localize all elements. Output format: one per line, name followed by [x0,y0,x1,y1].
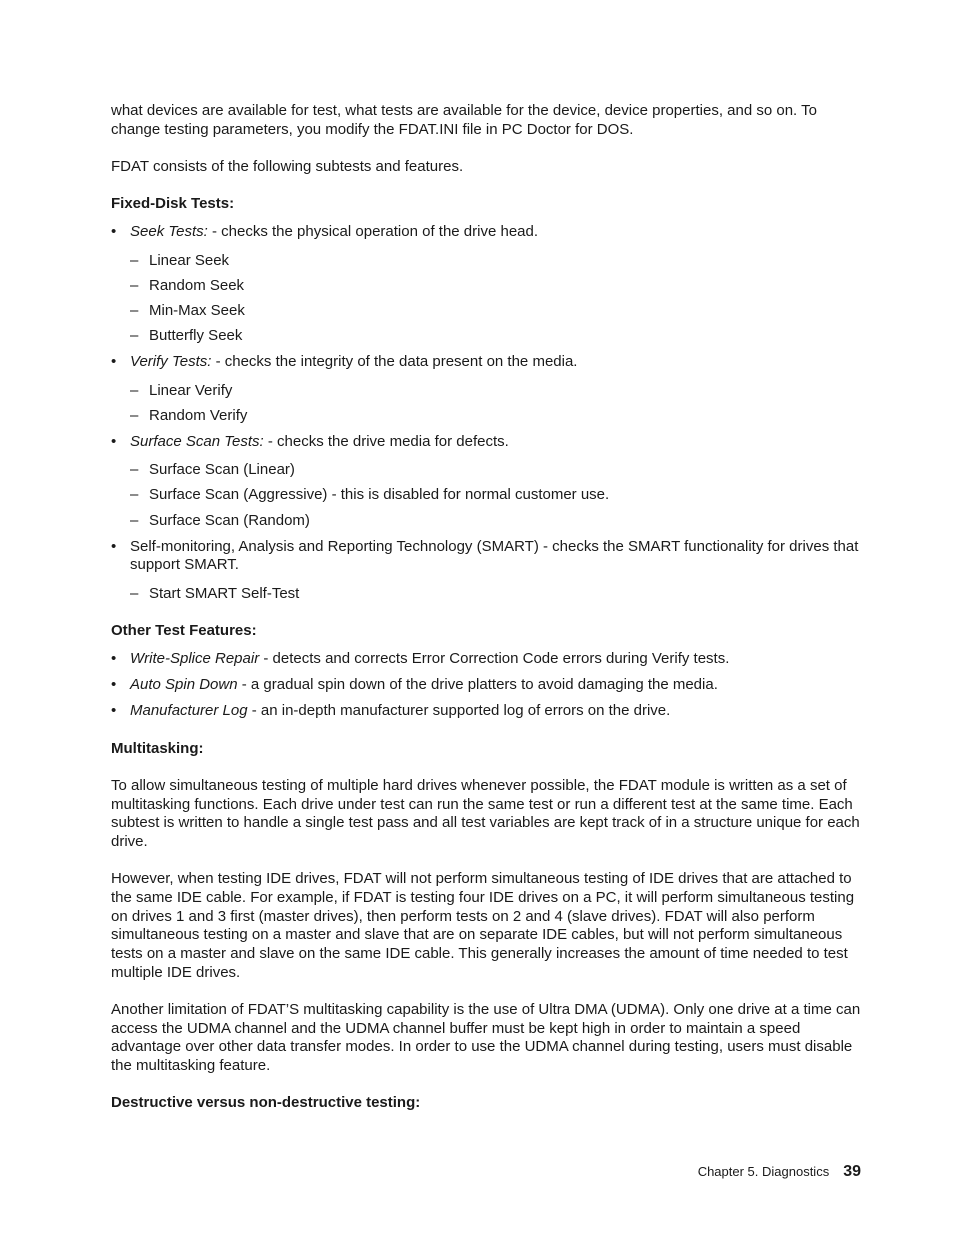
multitasking-paragraph-2: However, when testing IDE drives, FDAT will not perform simultaneous testing of IDE drives that are attached to the same IDE cable. For example, if FDAT is testing four IDE drives on a PC, it will perform simultaneous testing on drives 1 and 3 first (master drives), then perform tests on 2 and 4 (slave drives). FDAT will also perform simultaneous testing on a master and slave that are on separate IDE cables, but will not perform simultaneous tests on a master and slave on the same IDE cable. This generally increases the amount of time needed to test multiple IDE drives. [111,870,855,981]
bullet-marker: • [111,537,117,555]
dash-marker: – [130,251,139,269]
page-footer [698,1163,861,1182]
list-item [111,650,866,669]
feature-desc: - a gradual spin down of the drive platters to avoid damaging the media. [237,676,718,694]
surface-scan-tests-term: Surface Scan Tests: [130,432,264,450]
bullet-marker: • [111,223,117,241]
other-features-list [111,650,866,721]
list-item-text: Surface Scan (Random) [149,511,310,529]
multitasking-paragraph-1: To allow simultaneous testing of multiple hard drives whenever possible, the FDAT module is written as a set of multitasking functions. Each drive under test can run the same test or run a different test at the same time. Each subtest is written to handle a single test pass and all test variables are kept track of in a structure unique for each drive. [111,776,860,850]
other-features-heading: Other Test Features: [111,621,257,639]
smart-item [111,538,866,604]
dash-marker: – [130,486,139,504]
page-number: 39 [843,1163,861,1180]
verify-tests-term: Verify Tests: [130,353,212,371]
feature-term: Manufacturer Log [130,702,248,720]
list-item-text: Linear Seek [149,251,230,269]
seek-tests-item [111,223,866,346]
list-item-text: Random Seek [149,276,245,294]
list-item [130,461,866,480]
dash-marker: – [130,381,139,399]
multitasking-heading: Multitasking: [111,739,204,757]
list-item [130,382,866,401]
surface-scan-sublist [130,461,866,530]
page-body [111,102,866,1122]
list-item [130,585,866,604]
verify-tests-sublist [130,382,866,426]
intro-paragraph-2: FDAT consists of the following subtests and features. [111,157,464,175]
verify-tests-item [111,353,866,425]
surface-scan-tests-item [111,433,866,530]
list-item-text: Random Verify [149,406,248,424]
list-item-text: Start SMART Self-Test [149,584,300,602]
dash-marker: – [130,461,139,479]
bullet-marker: • [111,650,117,668]
list-item-text: Linear Verify [149,381,233,399]
dash-marker: – [130,584,139,602]
list-item [111,702,866,721]
smart-text: Self-monitoring, Analysis and Reporting Technology (SMART) - checks the SMART functionality for drives that support SMART. [130,537,859,574]
list-item [130,407,866,426]
surface-scan-tests-desc: - checks the drive media for defects. [263,432,509,450]
fixed-disk-heading: Fixed-Disk Tests: [111,195,235,213]
dash-marker: – [130,301,139,319]
intro-paragraph-1: what devices are available for test, what tests are available for the device, device properties, and so on. To change testing parameters, you modify the FDAT.INI file in PC Doctor for DOS. [111,102,817,138]
footer-chapter: Chapter 5. Diagnostics [697,1164,830,1179]
list-item [130,327,866,346]
bullet-marker: • [111,702,117,720]
list-item-text: Surface Scan (Linear) [149,461,295,479]
list-item [130,302,866,321]
dash-marker: – [130,276,139,294]
feature-desc: - an in-depth manufacturer supported log of errors on the drive. [247,702,671,720]
bullet-marker: • [111,676,117,694]
list-item [130,486,866,505]
feature-term: Auto Spin Down [130,676,238,694]
list-item [130,252,866,271]
seek-tests-sublist [130,252,866,346]
feature-term: Write-Splice Repair [130,650,260,668]
fixed-disk-list [111,223,866,603]
list-item-text: Surface Scan (Aggressive) - this is disabled for normal customer use. [149,486,610,504]
seek-tests-desc: - checks the physical operation of the drive head. [207,223,539,241]
bullet-marker: • [111,432,117,450]
dash-marker: – [130,406,139,424]
seek-tests-term: Seek Tests: [130,223,208,241]
verify-tests-desc: - checks the integrity of the data present on the media. [211,353,578,371]
bullet-marker: • [111,353,117,371]
list-item [130,277,866,296]
list-item [130,512,866,531]
list-item-text: Min-Max Seek [149,301,245,319]
list-item [111,676,866,695]
smart-sublist [130,585,866,604]
dash-marker: – [130,511,139,529]
list-item-text: Butterfly Seek [149,327,243,345]
feature-desc: - detects and corrects Error Correction Code errors during Verify tests. [259,650,730,668]
destructive-testing-heading: Destructive versus non-destructive testing: [111,1094,421,1112]
multitasking-paragraph-3: Another limitation of FDAT’S multitasking capability is the use of Ultra DMA (UDMA). Only one drive at a time can access the UDMA channel and the UDMA channel buffer must be kept high in order to maintain a speed advantage over other data transfer modes. In order to use the UDMA channel during testing, users must disable the multitasking feature. [111,1000,861,1075]
dash-marker: – [130,327,139,345]
